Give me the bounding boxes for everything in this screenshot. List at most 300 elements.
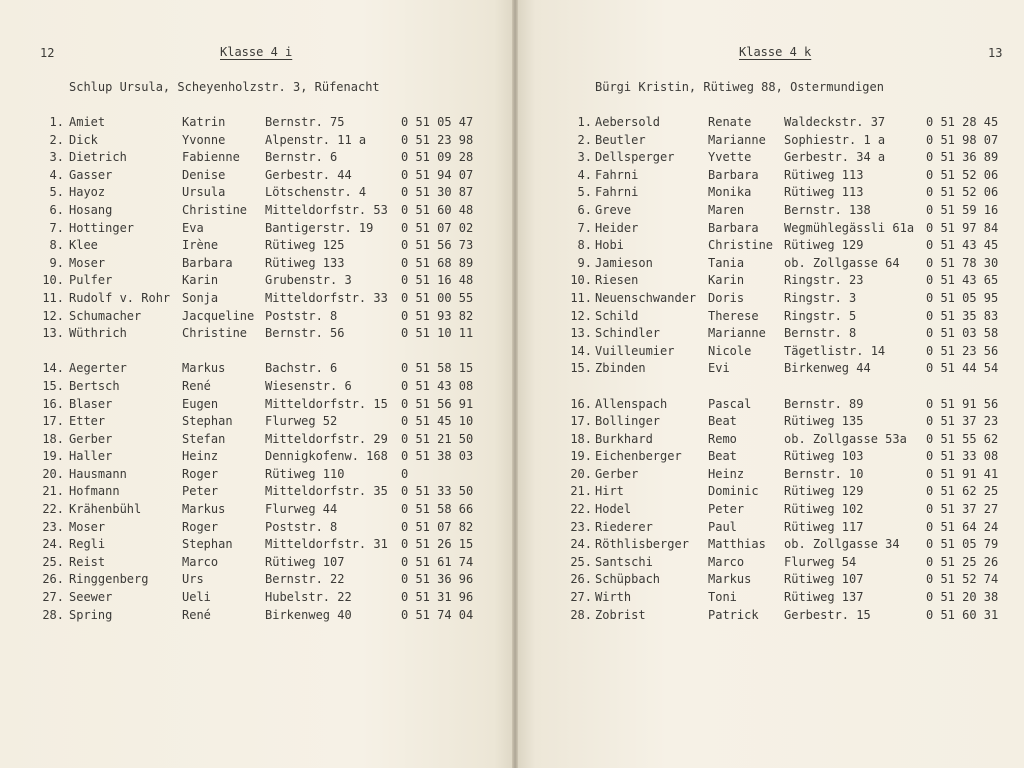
student-address: Rütiweg 129: [784, 238, 864, 253]
student-address: Grubenstr. 3: [265, 273, 352, 288]
student-address: Flurweg 44: [265, 502, 338, 517]
student-number: 12.: [570, 308, 592, 323]
student-row: [0, 220, 515, 238]
student-row: [515, 184, 1024, 202]
student-first-name: Doris: [708, 290, 745, 305]
right-page-number: 13: [988, 46, 1003, 60]
student-first-name: Stefan: [182, 431, 226, 446]
student-address: Mitteldorfstr. 35: [265, 484, 388, 499]
student-address: Alpenstr. 11 a: [265, 132, 367, 147]
student-first-name: Markus: [182, 502, 226, 517]
student-last-name: Schumacher: [69, 308, 142, 323]
student-address: Mitteldorfstr. 31: [265, 537, 388, 552]
student-first-name: Heinz: [182, 449, 219, 464]
student-address: Bachstr. 6: [265, 361, 338, 376]
student-number: 18.: [42, 431, 64, 446]
student-last-name: Schild: [595, 308, 639, 323]
student-phone: 0 51 58 66: [401, 502, 474, 517]
student-row: [0, 466, 515, 484]
student-first-name: Stephan: [182, 414, 233, 429]
student-first-name: Dominic: [708, 484, 759, 499]
student-first-name: Karin: [182, 273, 219, 288]
student-phone: 0 51 58 15: [401, 361, 474, 376]
student-last-name: Spring: [69, 607, 113, 622]
student-phone: 0 51 43 65: [926, 273, 999, 288]
student-phone: 0 51 52 74: [926, 572, 999, 587]
student-number: 19.: [570, 449, 592, 464]
student-last-name: Dellsperger: [595, 150, 675, 165]
student-number: 14.: [570, 343, 592, 358]
student-phone: 0 51 36 96: [401, 572, 474, 587]
student-last-name: Beutler: [595, 132, 646, 147]
student-last-name: Hausmann: [69, 466, 127, 481]
student-number: 18.: [570, 431, 592, 446]
student-phone: 0 51 03 58: [926, 326, 999, 341]
student-first-name: Fabienne: [182, 150, 240, 165]
student-row: [515, 448, 1024, 466]
student-first-name: Markus: [182, 361, 226, 376]
student-row: [0, 607, 515, 625]
student-first-name: Denise: [182, 167, 226, 182]
student-phone: 0 51 35 83: [926, 308, 999, 323]
student-row: [0, 132, 515, 150]
student-last-name: Dietrich: [69, 150, 127, 165]
student-row: [0, 431, 515, 449]
student-address: Flurweg 54: [784, 554, 857, 569]
student-first-name: René: [182, 607, 211, 622]
student-row: [0, 272, 515, 290]
student-last-name: Rudolf v. Rohr: [69, 290, 171, 305]
student-phone: 0 51 60 48: [401, 202, 474, 217]
student-first-name: Beat: [708, 449, 737, 464]
student-phone: 0 51 20 38: [926, 590, 999, 605]
student-number: 25.: [570, 554, 592, 569]
student-address: Flurweg 52: [265, 414, 338, 429]
student-phone: 0 51 59 16: [926, 202, 999, 217]
student-last-name: Hirt: [595, 484, 624, 499]
student-number: 19.: [42, 449, 64, 464]
student-address: Rütiweg 137: [784, 590, 864, 605]
student-row: [0, 308, 515, 326]
student-last-name: Blaser: [69, 396, 113, 411]
student-last-name: Riesen: [595, 273, 639, 288]
student-row: [515, 571, 1024, 589]
group-separator: [515, 378, 1024, 396]
student-address: Rütiweg 103: [784, 449, 864, 464]
student-first-name: Renate: [708, 115, 752, 129]
student-phone: 0 51 91 41: [926, 466, 999, 481]
student-phone: 0 51 60 31: [926, 607, 999, 622]
student-address: Birkenweg 40: [265, 607, 352, 622]
student-phone: 0 51 97 84: [926, 220, 999, 235]
student-first-name: Barbara: [708, 220, 759, 235]
student-last-name: Eichenberger: [595, 449, 682, 464]
student-address: Ringstr. 5: [784, 308, 857, 323]
student-address: Rütiweg 135: [784, 414, 864, 429]
student-row: [0, 519, 515, 537]
student-first-name: Eugen: [182, 396, 219, 411]
student-last-name: Gerber: [69, 431, 113, 446]
student-address: Poststr. 8: [265, 519, 338, 534]
student-first-name: Urs: [182, 572, 204, 587]
student-phone: 0 51 61 74: [401, 554, 474, 569]
student-address: Tägetlistr. 14: [784, 343, 886, 358]
student-number: 1.: [577, 115, 592, 129]
student-last-name: Jamieson: [595, 255, 653, 270]
student-last-name: Aegerter: [69, 361, 127, 376]
student-address: Bernstr. 138: [784, 202, 871, 217]
student-phone: 0 51 21 50: [401, 431, 474, 446]
student-row: [0, 536, 515, 554]
student-address: Wegmühlegässli 61a: [784, 220, 915, 235]
student-last-name: Dick: [69, 132, 98, 147]
student-last-name: Etter: [69, 414, 106, 429]
student-row: [515, 431, 1024, 449]
student-address: Bantigerstr. 19: [265, 220, 374, 235]
student-phone: 0 51 68 89: [401, 255, 474, 270]
student-last-name: Bertsch: [69, 378, 120, 393]
student-phone: 0 51 05 47: [401, 115, 474, 129]
student-address: Sophiestr. 1 a: [784, 132, 886, 147]
student-first-name: Irène: [182, 238, 219, 253]
student-last-name: Reist: [69, 554, 106, 569]
right-page: [515, 0, 1024, 768]
student-first-name: Nicole: [708, 343, 752, 358]
student-first-name: Tania: [708, 255, 745, 270]
student-first-name: Peter: [182, 484, 219, 499]
student-last-name: Hayoz: [69, 185, 106, 200]
student-address: Bernstr. 22: [265, 572, 345, 587]
student-last-name: Wirth: [595, 590, 632, 605]
student-phone: 0 51 00 55: [401, 290, 474, 305]
student-row: [0, 255, 515, 273]
student-number: 3.: [49, 150, 64, 165]
student-number: 26.: [42, 572, 64, 587]
student-number: 10.: [570, 273, 592, 288]
student-first-name: Yvette: [708, 150, 752, 165]
student-phone: 0 51 56 73: [401, 238, 474, 253]
student-number: 24.: [570, 537, 592, 552]
student-phone: 0 51 33 08: [926, 449, 999, 464]
student-number: 9.: [577, 255, 592, 270]
student-last-name: Haller: [69, 449, 113, 464]
left-student-roster: [0, 114, 515, 624]
student-phone: 0 51 98 07: [926, 132, 999, 147]
student-row: [0, 378, 515, 396]
student-row: [515, 325, 1024, 343]
student-last-name: Schindler: [595, 326, 661, 341]
student-row: [515, 272, 1024, 290]
student-last-name: Hofmann: [69, 484, 120, 499]
student-row: [0, 202, 515, 220]
student-address: Lötschenstr. 4: [265, 185, 367, 200]
student-first-name: Therese: [708, 308, 759, 323]
student-phone: 0 51 31 96: [401, 590, 474, 605]
student-last-name: Riederer: [595, 519, 653, 534]
student-row: [0, 413, 515, 431]
student-number: 15.: [570, 361, 592, 376]
student-address: Poststr. 8: [265, 308, 338, 323]
student-last-name: Zobrist: [595, 607, 646, 622]
student-first-name: Christine: [708, 238, 774, 253]
student-row: [515, 413, 1024, 431]
student-first-name: Barbara: [182, 255, 233, 270]
student-address: Bernstr. 6: [265, 150, 338, 165]
student-first-name: Paul: [708, 519, 737, 534]
student-first-name: Yvonne: [182, 132, 226, 147]
student-phone: 0: [401, 466, 409, 481]
student-number: 11.: [570, 290, 592, 305]
student-number: 22.: [42, 502, 64, 517]
student-last-name: Gerber: [595, 466, 639, 481]
student-phone: 0 51 28 45: [926, 115, 999, 129]
student-number: 6.: [577, 202, 592, 217]
student-number: 7.: [49, 220, 64, 235]
student-first-name: Katrin: [182, 115, 226, 129]
student-last-name: Wüthrich: [69, 326, 127, 341]
student-row: [0, 325, 515, 343]
student-last-name: Ringgenberg: [69, 572, 149, 587]
student-address: Dennigkofenw. 168: [265, 449, 388, 464]
student-number: 8.: [49, 238, 64, 253]
student-address: Mitteldorfstr. 33: [265, 290, 388, 305]
student-last-name: Regli: [69, 537, 106, 552]
student-row: [0, 184, 515, 202]
student-first-name: Patrick: [708, 607, 759, 622]
student-phone: 0 51 43 08: [401, 378, 474, 393]
student-first-name: Roger: [182, 466, 219, 481]
student-address: Bernstr. 89: [784, 396, 864, 411]
student-row: [0, 554, 515, 572]
student-row: [0, 114, 515, 132]
student-first-name: Jacqueline: [182, 308, 255, 323]
student-first-name: Christine: [182, 202, 248, 217]
student-number: 5.: [49, 185, 64, 200]
student-address: Ringstr. 3: [784, 290, 857, 305]
student-last-name: Seewer: [69, 590, 113, 605]
student-row: [515, 589, 1024, 607]
student-last-name: Pulfer: [69, 273, 113, 288]
student-address: Mitteldorfstr. 15: [265, 396, 388, 411]
student-phone: 0 51 37 23: [926, 414, 999, 429]
left-page-number: 12: [40, 46, 55, 60]
student-number: 1.: [49, 115, 64, 129]
student-first-name: Barbara: [708, 167, 759, 182]
student-number: 7.: [577, 220, 592, 235]
student-number: 25.: [42, 554, 64, 569]
student-last-name: Gasser: [69, 167, 113, 182]
student-last-name: Amiet: [69, 115, 106, 129]
student-first-name: Ursula: [182, 185, 226, 200]
student-phone: 0 51 44 54: [926, 361, 999, 376]
student-last-name: Moser: [69, 255, 106, 270]
student-number: 17.: [42, 414, 64, 429]
student-number: 3.: [577, 150, 592, 165]
student-row: [515, 396, 1024, 414]
student-address: Birkenweg 44: [784, 361, 871, 376]
student-phone: 0 51 78 30: [926, 255, 999, 270]
student-phone: 0 51 64 24: [926, 519, 999, 534]
student-last-name: Hosang: [69, 202, 113, 217]
student-phone: 0 51 45 10: [401, 414, 474, 429]
student-number: 13.: [42, 326, 64, 341]
student-first-name: Maren: [708, 202, 745, 217]
student-number: 10.: [42, 273, 64, 288]
student-phone: 0 51 37 27: [926, 502, 999, 517]
student-first-name: Toni: [708, 590, 737, 605]
student-number: 2.: [577, 132, 592, 147]
student-first-name: Beat: [708, 414, 737, 429]
student-phone: 0 51 09 28: [401, 150, 474, 165]
student-phone: 0 51 91 56: [926, 396, 999, 411]
student-phone: 0 51 26 15: [401, 537, 474, 552]
student-last-name: Santschi: [595, 554, 653, 569]
student-address: Mitteldorfstr. 29: [265, 431, 388, 446]
student-row: [0, 237, 515, 255]
student-first-name: Remo: [708, 431, 737, 446]
student-row: [0, 149, 515, 167]
student-row: [0, 360, 515, 378]
student-number: 20.: [570, 466, 592, 481]
student-row: [515, 343, 1024, 361]
student-first-name: Monika: [708, 185, 752, 200]
student-number: 20.: [42, 466, 64, 481]
student-phone: 0 51 07 82: [401, 519, 474, 534]
student-phone: 0 51 74 04: [401, 607, 474, 622]
student-first-name: Christine: [182, 326, 248, 341]
student-number: 16.: [570, 396, 592, 411]
student-number: 28.: [42, 607, 64, 622]
student-number: 27.: [42, 590, 64, 605]
student-last-name: Neuenschwander: [595, 290, 697, 305]
student-phone: 0 51 55 62: [926, 431, 999, 446]
student-number: 26.: [570, 572, 592, 587]
student-address: Bernstr. 56: [265, 326, 345, 341]
student-address: Gerbestr. 15: [784, 607, 871, 622]
student-address: Rütiweg 117: [784, 519, 864, 534]
student-number: 2.: [49, 132, 64, 147]
student-address: ob. Zollgasse 53a: [784, 431, 907, 446]
student-address: Mitteldorfstr. 53: [265, 202, 388, 217]
student-last-name: Zbinden: [595, 361, 646, 376]
student-address: Ringstr. 23: [784, 273, 864, 288]
student-first-name: Heinz: [708, 466, 745, 481]
student-last-name: Röthlisberger: [595, 537, 689, 552]
student-number: 9.: [49, 255, 64, 270]
student-phone: 0 51 94 07: [401, 167, 474, 182]
left-class-title: Klasse 4 i: [220, 45, 293, 59]
student-number: 15.: [42, 378, 64, 393]
student-phone: 0 51 23 98: [401, 132, 474, 147]
student-last-name: Fahrni: [595, 185, 639, 200]
student-phone: 0 51 38 03: [401, 449, 474, 464]
student-last-name: Bollinger: [595, 414, 661, 429]
student-first-name: Marco: [708, 554, 745, 569]
student-address: Bernstr. 75: [265, 115, 345, 129]
student-address: ob. Zollgasse 34: [784, 537, 900, 552]
left-teacher-line: Schlup Ursula, Scheyenholzstr. 3, Rüfenacht: [69, 80, 380, 94]
student-number: 4.: [49, 167, 64, 182]
student-first-name: Eva: [182, 220, 204, 235]
student-first-name: Marianne: [708, 132, 766, 147]
student-row: [515, 554, 1024, 572]
student-address: Rütiweg 113: [784, 167, 864, 182]
student-first-name: Karin: [708, 273, 745, 288]
student-address: Wiesenstr. 6: [265, 378, 352, 393]
student-phone: 0 51 56 91: [401, 396, 474, 411]
student-first-name: Ueli: [182, 590, 211, 605]
student-last-name: Schüpbach: [595, 572, 661, 587]
student-row: [0, 448, 515, 466]
student-last-name: Aebersold: [595, 115, 661, 129]
student-address: Rütiweg 107: [784, 572, 864, 587]
student-row: [515, 466, 1024, 484]
student-number: 14.: [42, 361, 64, 376]
student-phone: 0 51 05 95: [926, 290, 999, 305]
student-last-name: Hodel: [595, 502, 632, 517]
student-address: Rütiweg 113: [784, 185, 864, 200]
student-row: [515, 290, 1024, 308]
student-first-name: René: [182, 378, 211, 393]
student-address: Gerbestr. 44: [265, 167, 352, 182]
student-first-name: Marianne: [708, 326, 766, 341]
student-last-name: Allenspach: [595, 396, 668, 411]
student-number: 27.: [570, 590, 592, 605]
student-last-name: Burkhard: [595, 431, 653, 446]
student-number: 28.: [570, 607, 592, 622]
student-row: [515, 519, 1024, 537]
student-row: [515, 132, 1024, 150]
student-row: [515, 483, 1024, 501]
group-separator: [0, 343, 515, 361]
student-number: 4.: [577, 167, 592, 182]
student-last-name: Vuilleumier: [595, 343, 675, 358]
student-number: 21.: [570, 484, 592, 499]
student-first-name: Roger: [182, 519, 219, 534]
student-row: [515, 167, 1024, 185]
student-row: [515, 255, 1024, 273]
student-phone: 0 51 30 87: [401, 185, 474, 200]
student-row: [515, 501, 1024, 519]
student-address: Rütiweg 107: [265, 554, 345, 569]
right-teacher-line: Bürgi Kristin, Rütiweg 88, Ostermundigen: [595, 80, 884, 94]
student-address: Rütiweg 129: [784, 484, 864, 499]
student-number: 23.: [570, 519, 592, 534]
student-phone: 0 51 62 25: [926, 484, 999, 499]
student-first-name: Peter: [708, 502, 745, 517]
student-row: [515, 607, 1024, 625]
right-student-roster: [515, 114, 1024, 624]
student-number: 22.: [570, 502, 592, 517]
student-row: [515, 360, 1024, 378]
student-last-name: Greve: [595, 202, 632, 217]
student-first-name: Sonja: [182, 290, 219, 305]
student-address: ob. Zollgasse 64: [784, 255, 900, 270]
student-number: 12.: [42, 308, 64, 323]
student-phone: 0 51 05 79: [926, 537, 999, 552]
student-phone: 0 51 33 50: [401, 484, 474, 499]
student-address: Rütiweg 133: [265, 255, 345, 270]
student-number: 8.: [577, 238, 592, 253]
student-row: [0, 167, 515, 185]
student-address: Gerbestr. 34 a: [784, 150, 886, 165]
student-last-name: Hobi: [595, 238, 624, 253]
student-phone: 0 51 25 26: [926, 554, 999, 569]
student-number: 17.: [570, 414, 592, 429]
student-row: [515, 308, 1024, 326]
student-phone: 0 51 52 06: [926, 185, 999, 200]
student-address: Waldeckstr. 37: [784, 115, 886, 129]
